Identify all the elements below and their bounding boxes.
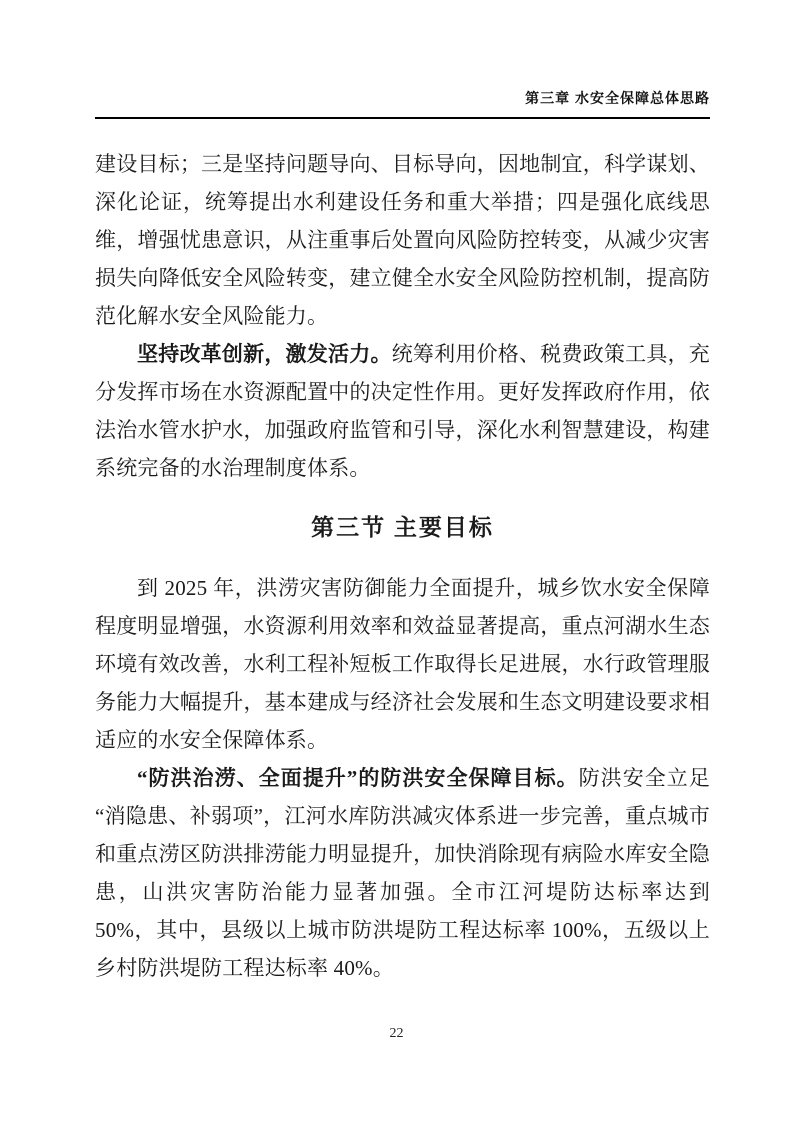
section-heading-main-goals: 第三节 主要目标 [311,515,494,540]
document-body [95,145,710,987]
page-header [95,88,710,119]
paragraph-reform-innovation-text: 统筹利用价格、税费政策工具，充分发挥市场在水资源配置中的决定性作用。更好发挥政府作用，依法治水管水护水，加强政府监管和引导，深化水利智慧建设，构建系统完备的水治理制度体系。 [95,342,711,480]
chapter-header-title: 第三章 水安全保障总体思路 [525,90,710,106]
page-footer [0,1024,793,1042]
paragraph-reform-innovation [95,335,710,487]
paragraph-flood-control-goals-text: 防洪安全立足“消隐患、补弱项”，江河水库防洪减灾体系进一步完善，重点城市和重点涝区防洪排涝能力明显提升，加快消除现有病险水库安全隐患，山洪灾害防治能力显著加强。全市江河堤防达标率达到 50%，其中，县级以上城市防洪堤防工程达标率 100%，五级以上乡村防洪堤防工程达标率 40%。 [95,766,710,980]
paragraph-2025-goals-text: 到 2025 年，洪涝灾害防御能力全面提升，城乡饮水安全保障程度明显增强，水资源利用效率和效益显著提高，重点河湖水生态环境有效改善，水利工程补短板工作取得长足进展，水行政管理服务能力大幅提升，基本建成与经济社会发展和生态文明建设要求相适应的水安全保障体系。 [95,576,710,752]
paragraph-reform-innovation-lead: 坚持改革创新，激发活力。 [137,342,392,366]
header-divider-rule [95,117,710,119]
paragraph-continuation-text: 建设目标；三是坚持问题导向、目标导向，因地制宜，科学谋划、深化论证，统筹提出水利建设任务和重大举措；四是强化底线思维，增强忧患意识，从注重事后处置向风险防控转变，从减少灾害损失向降低安全风险转变，建立健全水安全风险防控机制，提高防范化解水安全风险能力。 [95,152,710,328]
paragraph-2025-goals [95,569,710,759]
paragraph-continuation [95,145,710,335]
page-number: 22 [389,1026,404,1041]
paragraph-flood-control-goals [95,759,710,987]
paragraph-flood-control-goals-lead: “防洪治涝、全面提升”的防洪安全保障目标。 [137,766,579,790]
